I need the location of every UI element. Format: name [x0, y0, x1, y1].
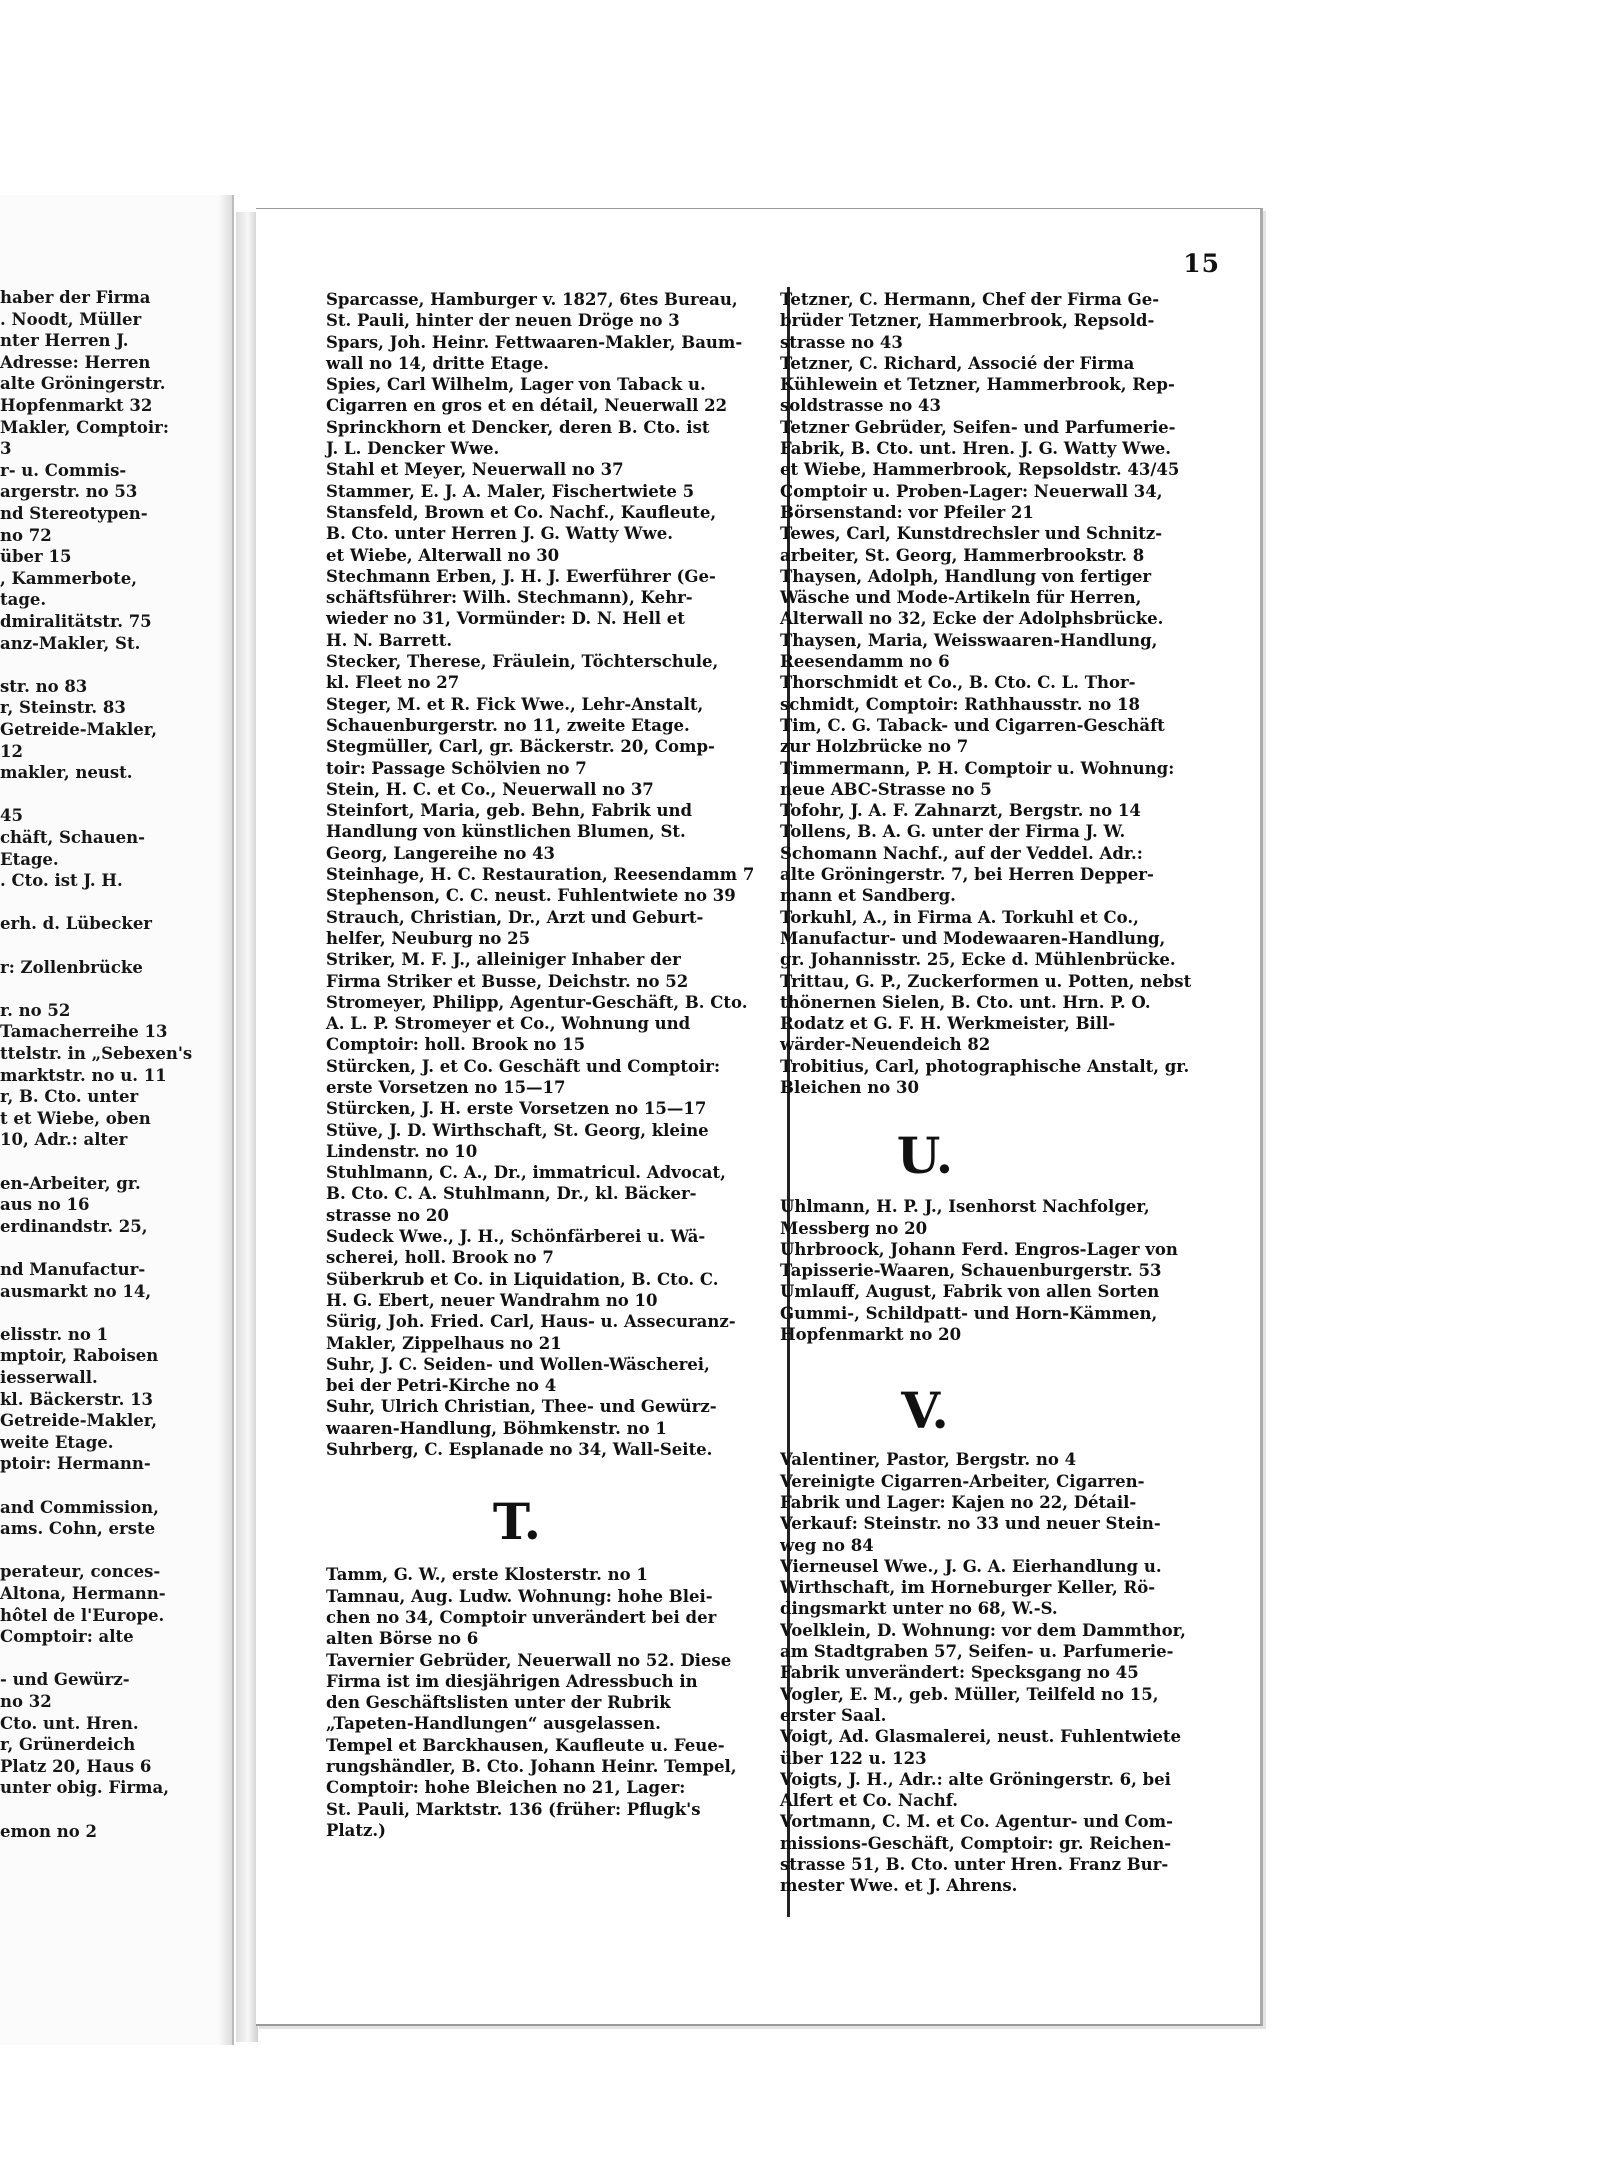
entry-line: Firma Striker et Busse, Deichstr. no 52	[326, 971, 689, 991]
entry-line: Torkuhl, A., in Firma A. Torkuhl et Co.,	[780, 907, 1139, 927]
left-fragment-line: Hopfenmarkt 32	[0, 396, 153, 415]
left-fragment-line: Adresse: Herren	[0, 352, 151, 372]
directory-entry	[326, 1354, 838, 1397]
directory-entry	[780, 1449, 1280, 1470]
entry-line: Uhlmann, H. P. J., Isenhorst Nachfolger,	[780, 1197, 1150, 1217]
entry-line: alte Gröningerstr. 7, bei Herren Depper-	[780, 865, 1154, 885]
entry-line: alten Börse no 6	[326, 1629, 479, 1649]
left-fragment-line: Getreide-Makler,	[0, 720, 157, 739]
letter-heading-v: V.	[901, 1381, 949, 1441]
entry-line: Tamm, G. W., erste Klosterstr. no 1	[326, 1565, 648, 1585]
directory-entry	[326, 1162, 838, 1226]
left-fragment-line: Etage.	[0, 849, 59, 869]
left-fragment-line: r. no 52	[0, 1000, 71, 1020]
entry-line: Steinhage, H. C. Restauration, Reesendamm 7	[326, 865, 755, 885]
directory-entry	[326, 800, 838, 864]
left-fragment-line: erh. d. Lübecker	[0, 914, 153, 934]
entries-letter-t-continued	[780, 289, 1280, 1098]
letter-heading-t: T.	[492, 1492, 542, 1552]
entry-line: brüder Tetzner, Hammerbrook, Repsold-	[780, 311, 1155, 331]
left-fragment-line: r, B. Cto. unter	[0, 1087, 139, 1107]
right-page	[256, 208, 1263, 2026]
left-fragment-line: 10, Adr.: alter	[0, 1130, 128, 1150]
entry-line: schmidt, Comptoir: Rathhausstr. no 18	[780, 694, 1140, 714]
entry-line: erster Saal.	[780, 1705, 887, 1725]
directory-entry	[326, 1439, 838, 1460]
entry-line: Verkauf: Steinstr. no 33 und neuer Stein-	[780, 1514, 1161, 1534]
entry-line: Sparcasse, Hamburger v. 1827, 6tes Bureau,	[326, 290, 738, 309]
left-fragment-line: Tamacherreihe 13	[0, 1022, 168, 1042]
left-fragment-line: elisstr. no 1	[0, 1324, 109, 1344]
directory-entry	[326, 949, 838, 992]
entry-line: missions-Geschäft, Comptoir: gr. Reichen-	[780, 1833, 1172, 1853]
entry-line: H. N. Barrett.	[326, 630, 453, 650]
entry-line: Platz.)	[326, 1820, 386, 1840]
entry-line: Strauch, Christian, Dr., Arzt und Geburt-	[326, 907, 704, 927]
entry-line: dingsmarkt unter no 68, W.-S.	[780, 1599, 1058, 1619]
directory-entry	[326, 459, 838, 480]
entry-line: Wäsche und Mode-Artikeln für Herren,	[780, 588, 1142, 608]
entry-line: Börsenstand: vor Pfeiler 21	[780, 502, 1034, 522]
entry-line: Tavernier Gebrüder, Neuerwall no 52. Diese	[326, 1650, 732, 1670]
directory-entry	[326, 1564, 838, 1585]
entry-line: Suhrberg, C. Esplanade no 34, Wall-Seite.	[326, 1440, 713, 1460]
directory-entry	[780, 1056, 1280, 1099]
entry-line: St. Pauli, Marktstr. 136 (früher: Pflugk's	[326, 1799, 701, 1819]
left-fragment-line: nter Herren J.	[0, 331, 129, 351]
entry-line: Comptoir u. Proben-Lager: Neuerwall 34,	[780, 481, 1163, 501]
entry-line: Spies, Carl Wilhelm, Lager von Taback u.	[326, 375, 706, 395]
entry-line: Handlung von künstlichen Blumen, St.	[326, 822, 686, 842]
directory-entry	[780, 1196, 1280, 1239]
left-fragment-line: Makler, Comptoir:	[0, 417, 169, 437]
entry-line: thönernen Sielen, B. Cto. unt. Hrn. P. O.	[780, 992, 1151, 1012]
left-fragment-line: unter obig. Firma,	[0, 1778, 169, 1798]
directory-entry	[780, 1684, 1280, 1727]
entry-line: Alfert et Co. Nachf.	[780, 1791, 958, 1811]
entry-line: Trobitius, Carl, photographische Anstalt, gr.	[780, 1056, 1190, 1076]
entry-line: Stansfeld, Brown et Co. Nachf., Kaufleute,	[326, 502, 717, 522]
entry-line: Cigarren en gros et en détail, Neuerwall 22	[326, 396, 728, 416]
entry-line: Fabrik, B. Cto. unt. Hren. J. G. Watty Wwe.	[780, 439, 1172, 459]
entry-line: Messberg no 20	[780, 1218, 928, 1238]
entry-line: strasse no 20	[326, 1205, 449, 1225]
entries-letter-t	[326, 1564, 838, 1841]
entry-line: Tofohr, J. A. F. Zahnarzt, Bergstr. no 14	[780, 801, 1141, 821]
left-fragment-line: r, Grünerdeich	[0, 1735, 136, 1755]
entry-line: Trittau, G. P., Zuckerformen u. Potten, nebst	[780, 971, 1192, 991]
entry-line: den Geschäftslisten unter der Rubrik	[326, 1693, 671, 1713]
entries-letter-s	[326, 289, 838, 1460]
left-fragment-line: anz-Makler, St.	[0, 633, 141, 653]
entry-line: Firma ist im diesjährigen Adressbuch in	[326, 1671, 698, 1691]
directory-entry	[780, 1471, 1280, 1556]
entry-line: Tim, C. G. Taback- und Cigarren-Geschäft	[780, 715, 1165, 735]
entry-line: über 122 u. 123	[780, 1748, 927, 1768]
left-fragment-line: haber der Firma	[0, 288, 151, 307]
directory-entry	[780, 1556, 1280, 1620]
entry-line: Stahl et Meyer, Neuerwall no 37	[326, 460, 624, 480]
entry-line: Sürig, Joh. Fried. Carl, Haus- u. Assecuranz-	[326, 1312, 736, 1332]
left-fragment-line: makler, neust.	[0, 763, 133, 783]
entry-line: B. Cto. unter Herren J. G. Watty Wwe.	[326, 524, 673, 544]
directory-entry	[780, 1726, 1280, 1769]
entry-line: Tetzner, C. Richard, Associé der Firma	[780, 353, 1135, 373]
entry-line: gr. Johannisstr. 25, Ecke d. Mühlenbrücke.	[780, 950, 1176, 970]
left-fragment-line: Comptoir: alte	[0, 1627, 134, 1647]
left-fragment-line: erdinandstr. 25,	[0, 1216, 148, 1236]
directory-entry	[780, 821, 1280, 906]
entry-line: strasse no 43	[780, 332, 903, 352]
left-fragment-line: no 72	[0, 525, 52, 545]
left-fragment-line: - und Gewürz-	[0, 1670, 130, 1690]
left-fragment-line: alte Gröningerstr.	[0, 374, 166, 394]
entry-line: et Wiebe, Alterwall no 30	[326, 545, 560, 565]
left-fragment-line: nd Stereotypen-	[0, 504, 148, 523]
entry-line: rungshändler, B. Cto. Johann Heinr. Tempel,	[326, 1757, 737, 1776]
entry-line: Süberkrub et Co. in Liquidation, B. Cto. C.	[326, 1269, 719, 1289]
entry-line: Voigt, Ad. Glasmalerei, neust. Fuhlentwiete	[780, 1727, 1182, 1747]
directory-entry	[326, 651, 838, 694]
entry-line: Tempel et Barckhausen, Kaufleute u. Feue-	[326, 1735, 725, 1755]
entry-line: Uhrbroock, Johann Ferd. Engros-Lager von	[780, 1239, 1178, 1259]
directory-entry	[326, 779, 838, 800]
left-fragment-line: weite Etage.	[0, 1432, 114, 1452]
directory-entry	[326, 1586, 838, 1650]
entry-line: Voigts, J. H., Adr.: alte Gröningerstr. 6, bei	[780, 1769, 1171, 1789]
entry-line: Schauenburgerstr. no 11, zweite Etage.	[326, 715, 690, 735]
entry-line: Vierneusel Wwe., J. G. A. Eierhandlung u.	[780, 1556, 1162, 1576]
left-fragment-line: 3	[0, 439, 12, 459]
entry-line: Stecker, Therese, Fräulein, Töchterschule,	[326, 652, 719, 672]
entry-line: J. L. Dencker Wwe.	[326, 439, 500, 459]
left-fragment-line: argerstr. no 53	[0, 482, 138, 502]
left-fragment-line: ams. Cohn, erste	[0, 1519, 156, 1539]
entry-line: wärder-Neuendeich 82	[780, 1035, 991, 1055]
left-fragment-line: Cto. unt. Hren.	[0, 1713, 139, 1733]
entry-line: Vogler, E. M., geb. Müller, Teilfeld no 15,	[780, 1684, 1159, 1704]
entry-line: Steger, M. et R. Fick Wwe., Lehr-Anstalt,	[326, 694, 704, 714]
entry-line: Thorschmidt et Co., B. Cto. C. L. Thor-	[780, 673, 1136, 693]
entry-line: Thaysen, Maria, Weisswaaren-Handlung,	[780, 630, 1158, 650]
directory-entry	[780, 800, 1280, 821]
left-fragment-line: über 15	[0, 547, 72, 567]
entry-line: Bleichen no 30	[780, 1077, 919, 1097]
directory-entry	[326, 1226, 838, 1269]
directory-entry	[326, 694, 838, 737]
entry-line: zur Holzbrücke no 7	[780, 737, 969, 757]
left-fragment-line: 45	[0, 806, 23, 826]
column-left	[326, 289, 838, 1841]
left-fragment-line: ausmarkt no 14,	[0, 1281, 152, 1301]
entry-line: Vortmann, C. M. et Co. Agentur- und Com-	[780, 1812, 1173, 1832]
directory-entry	[780, 1811, 1280, 1896]
entry-line: strasse 51, B. Cto. unter Hren. Franz Bur-	[780, 1855, 1169, 1874]
directory-entry	[780, 1620, 1280, 1684]
directory-entry	[326, 1098, 838, 1119]
entry-line: Stromeyer, Philipp, Agentur-Geschäft, B. Cto.	[326, 992, 748, 1012]
entry-line: Tetzner, C. Hermann, Chef der Firma Ge-	[780, 290, 1160, 309]
entry-line: H. G. Ebert, neuer Wandrahm no 10	[326, 1290, 658, 1310]
entry-line: Striker, M. F. J., alleiniger Inhaber der	[326, 950, 681, 970]
left-fragment-line: . Cto. ist J. H.	[0, 871, 123, 891]
left-fragment-line: t et Wiebe, oben	[0, 1108, 151, 1128]
left-fragment-line: r, Steinstr. 83	[0, 698, 126, 718]
entry-line: Timmermann, P. H. Comptoir u. Wohnung:	[780, 758, 1175, 778]
left-page-fragment	[0, 195, 234, 2045]
directory-entry	[326, 992, 838, 1056]
entry-line: arbeiter, St. Georg, Hammerbrookstr. 8	[780, 545, 1145, 565]
book-spine	[236, 212, 258, 2042]
entry-line: Kühlewein et Tetzner, Hammerbrook, Rep-	[780, 375, 1175, 395]
entry-line: weg no 84	[780, 1535, 874, 1555]
entries-letter-v	[780, 1449, 1280, 1896]
directory-entry	[326, 1650, 838, 1735]
entry-line: Lindenstr. no 10	[326, 1141, 478, 1161]
directory-entry	[326, 736, 838, 779]
directory-entry	[326, 502, 838, 566]
left-fragment-line: r: Zollenbrücke	[0, 957, 143, 977]
left-fragment-line: ttelstr. in „Sebexen's	[0, 1044, 193, 1063]
left-fragment-line: tage.	[0, 590, 47, 610]
left-fragment-line: en-Arbeiter, gr.	[0, 1173, 141, 1193]
entry-line: Tapisserie-Waaren, Schauenburgerstr. 53	[780, 1261, 1162, 1281]
entry-line: St. Pauli, hinter der neuen Dröge no 3	[326, 311, 680, 331]
directory-entry	[326, 289, 838, 332]
entry-line: Stürcken, J. H. erste Vorsetzen no 15—17	[326, 1099, 707, 1119]
entry-line: „Tapeten-Handlungen“ ausgelassen.	[326, 1714, 661, 1734]
directory-entry	[780, 523, 1280, 566]
left-fragment-line: Altona, Hermann-	[0, 1584, 166, 1603]
entry-line: Tamnau, Aug. Ludw. Wohnung: hohe Blei-	[326, 1586, 713, 1606]
entry-line: Comptoir: hohe Bleichen no 21, Lager:	[326, 1778, 686, 1798]
directory-entry	[326, 864, 838, 885]
entry-line: schäftsführer: Wilh. Stechmann), Kehr-	[326, 588, 693, 608]
entry-line: Stein, H. C. et Co., Neuerwall no 37	[326, 779, 654, 799]
left-fragment-line: Getreide-Makler,	[0, 1411, 157, 1431]
directory-entry	[326, 481, 838, 502]
entry-line: bei der Petri-Kirche no 4	[326, 1376, 557, 1396]
letter-heading-u: U.	[896, 1126, 954, 1186]
entry-line: Georg, Langereihe no 43	[326, 843, 556, 863]
entry-line: erste Vorsetzen no 15—17	[326, 1077, 566, 1097]
entry-line: waaren-Handlung, Böhmkenstr. no 1	[326, 1418, 667, 1438]
entries-letter-u	[780, 1196, 1280, 1345]
left-fragment-line: iesserwall.	[0, 1368, 98, 1387]
directory-entry	[326, 1396, 838, 1439]
directory-entry	[326, 1056, 838, 1099]
directory-entry	[780, 417, 1280, 523]
directory-entry	[780, 630, 1280, 673]
entry-line: Suhr, Ulrich Christian, Thee- und Gewürz-	[326, 1397, 717, 1417]
left-fragment-line: Platz 20, Haus 6	[0, 1756, 152, 1776]
directory-entry	[326, 566, 838, 651]
directory-entry	[326, 1269, 838, 1312]
entry-line: Schomann Nachf., auf der Veddel. Adr.:	[780, 843, 1143, 863]
entry-line: et Wiebe, Hammerbrook, Repsoldstr. 43/45	[780, 460, 1180, 480]
entry-line: Manufactur- und Modewaaren-Handlung,	[780, 928, 1166, 948]
directory-entry	[326, 1735, 838, 1841]
directory-entry	[780, 566, 1280, 630]
left-fragment-line: , Kammerbote,	[0, 568, 138, 588]
entry-line: Alterwall no 32, Ecke der Adolphsbrücke.	[780, 609, 1164, 629]
entry-line: toir: Passage Schölvien no 7	[326, 758, 587, 778]
entry-line: scherei, holl. Brook no 7	[326, 1248, 554, 1268]
entry-line: Gummi-, Schildpatt- und Horn-Kämmen,	[780, 1303, 1158, 1323]
entry-line: Hopfenmarkt no 20	[780, 1325, 962, 1345]
entry-line: chen no 34, Comptoir unverändert bei der	[326, 1607, 717, 1627]
left-fragment-line: r- u. Commis-	[0, 460, 127, 480]
directory-entry	[780, 971, 1280, 1056]
entry-line: Makler, Zippelhaus no 21	[326, 1333, 562, 1353]
directory-entry	[326, 374, 838, 417]
left-fragment-line: 12	[0, 741, 23, 761]
entry-line: Stürcken, J. et Co. Geschäft und Comptoir:	[326, 1056, 721, 1076]
entry-line: soldstrasse no 43	[780, 396, 941, 416]
left-fragment-line: hôtel de l'Europe.	[0, 1605, 165, 1625]
entry-line: Tollens, B. A. G. unter der Firma J. W.	[780, 822, 1126, 842]
entry-line: Fabrik unverändert: Specksgang no 45	[780, 1663, 1139, 1683]
left-fragment-line: aus no 16	[0, 1195, 90, 1215]
entry-line: Valentiner, Pastor, Bergstr. no 4	[780, 1450, 1077, 1470]
entry-line: wieder no 31, Vormünder: D. N. Hell et	[326, 609, 685, 629]
entry-line: Tetzner Gebrüder, Seifen- und Parfumerie-	[780, 417, 1176, 437]
column-right	[780, 289, 1280, 1897]
entry-line: mester Wwe. et J. Ahrens.	[780, 1876, 1018, 1896]
left-fragment-line: . Noodt, Müller	[0, 309, 142, 329]
directory-entry	[780, 758, 1280, 801]
entry-line: Steinfort, Maria, geb. Behn, Fabrik und	[326, 801, 692, 821]
entry-line: Stegmüller, Carl, gr. Bäckerstr. 20, Comp-	[326, 737, 715, 757]
directory-entry	[326, 1311, 838, 1354]
directory-entry	[780, 1281, 1280, 1345]
left-fragment-line: str. no 83	[0, 676, 88, 696]
directory-entry	[780, 1769, 1280, 1812]
entry-line: Wirthschaft, im Horneburger Keller, Rö-	[780, 1578, 1156, 1598]
directory-entry	[326, 907, 838, 950]
directory-entry	[326, 1120, 838, 1163]
left-fragment-line: emon no 2	[0, 1821, 97, 1841]
entry-line: Stammer, E. J. A. Maler, Fischertwiete 5	[326, 481, 695, 501]
entry-line: Comptoir: holl. Brook no 15	[326, 1035, 586, 1055]
entry-line: Stechmann Erben, J. H. J. Ewerführer (Ge-	[326, 566, 716, 586]
entry-line: wall no 14, dritte Etage.	[326, 353, 550, 373]
directory-entry	[780, 672, 1280, 715]
entry-line: Voelklein, D. Wohnung: vor dem Dammthor,	[780, 1620, 1186, 1640]
gutter-shadow	[218, 195, 232, 2045]
left-fragment-line: marktstr. no u. 11	[0, 1065, 167, 1085]
left-fragment-line: perateur, conces-	[0, 1562, 161, 1582]
entry-line: B. Cto. C. A. Stuhlmann, Dr., kl. Bäcker-	[326, 1184, 697, 1204]
entry-line: Suhr, J. C. Seiden- und Wollen-Wäscherei,	[326, 1354, 710, 1374]
directory-entry	[326, 332, 838, 375]
entry-line: Reesendamm no 6	[780, 652, 950, 672]
entry-line: Umlauff, August, Fabrik von allen Sorten	[780, 1282, 1160, 1302]
entry-line: Stephenson, C. C. neust. Fuhlentwiete no 39	[326, 886, 736, 906]
directory-entry	[780, 289, 1280, 353]
left-fragment-line: and Commission,	[0, 1497, 159, 1517]
entry-line: Stuhlmann, C. A., Dr., immatricul. Advocat,	[326, 1163, 726, 1183]
left-fragment-line: no 32	[0, 1692, 52, 1711]
left-fragment-line: mptoir, Raboisen	[0, 1346, 159, 1366]
left-fragment-line: ptoir: Hermann-	[0, 1454, 151, 1474]
entry-line: Vereinigte Cigarren-Arbeiter, Cigarren-	[780, 1471, 1145, 1491]
entry-line: am Stadtgraben 57, Seifen- u. Parfumerie-	[780, 1642, 1174, 1662]
entry-line: Rodatz et G. F. H. Werkmeister, Bill-	[780, 1014, 1116, 1034]
directory-entry	[780, 907, 1280, 971]
directory-entry	[326, 885, 838, 906]
left-fragment-line: kl. Bäckerstr. 13	[0, 1389, 154, 1409]
directory-entry	[780, 1239, 1280, 1282]
entry-line: Sprinckhorn et Dencker, deren B. Cto. ist	[326, 417, 710, 437]
directory-entry	[326, 417, 838, 460]
left-fragment-line: chäft, Schauen-	[0, 828, 145, 847]
left-fragment-line: dmiralitätstr. 75	[0, 612, 152, 631]
directory-entry	[780, 353, 1280, 417]
entry-line: A. L. P. Stromeyer et Co., Wohnung und	[326, 1014, 691, 1034]
entry-line: Thaysen, Adolph, Handlung von fertiger	[780, 566, 1152, 586]
entry-line: Spars, Joh. Heinr. Fettwaaren-Makler, Baum-	[326, 332, 743, 352]
entry-line: helfer, Neuburg no 25	[326, 928, 531, 948]
directory-entry	[780, 715, 1280, 758]
entry-line: Sudeck Wwe., J. H., Schönfärberei u. Wä-	[326, 1227, 706, 1247]
entry-line: Fabrik und Lager: Kajen no 22, Détail-	[780, 1492, 1137, 1512]
entry-line: kl. Fleet no 27	[326, 673, 460, 693]
page-number: 15	[1183, 249, 1220, 278]
entry-line: neue ABC-Strasse no 5	[780, 779, 992, 799]
entry-line: mann et Sandberg.	[780, 886, 956, 906]
left-fragment-line: nd Manufactur-	[0, 1260, 146, 1279]
entry-line: Tewes, Carl, Kunstdrechsler und Schnitz-	[780, 524, 1163, 544]
entry-line: Stüve, J. D. Wirthschaft, St. Georg, kleine	[326, 1120, 709, 1140]
